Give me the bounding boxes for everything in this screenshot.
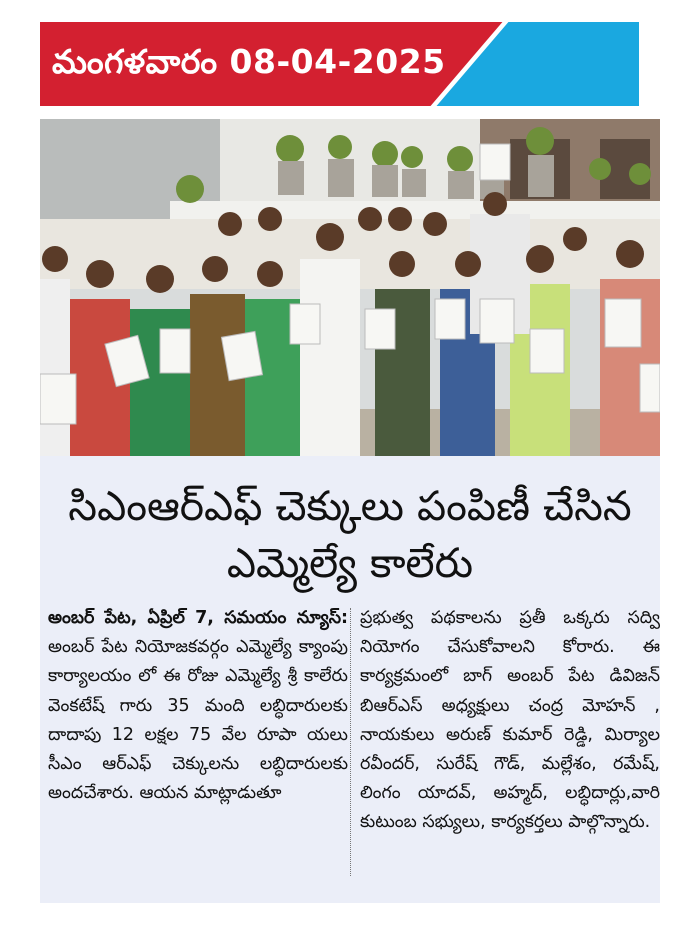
column-divider [350,608,351,876]
article-column-right [360,604,660,838]
headline-line-1: సిఎంఆర్ఎఫ్ చెక్కులు పంపిణీ చేసిన [68,482,632,530]
banner-date-text: మంగళవారం 08-04-2025 [52,42,446,81]
group-photo-image [40,119,660,456]
article-headline [40,478,660,592]
news-photo [40,119,660,456]
headline-line-2: ఎమ్మెల్యే కాలేరు [226,539,474,587]
article-left-body: అంబర్ పేట నియోజకవర్గం ఎమ్మెల్యే క్యాంపు కార్యాలయం లో ఈ రోజు ఎమ్మెల్యే శ్రీ కాలేరు వెంకటేష్ గారు 35 మంది లబ్ధిదారులకు దాదాపు 12 లక్షల 75 వేల రూపా యలు సీఎం ఆర్ఎఫ్ చెక్కులను లబ్ధిదారులకు అందచేశారు. ఆయన మాట్లాడుతూ [48,637,348,804]
article-dateline: అంబర్ పేట, ఏప్రిల్ 7, సమయం న్యూస్: [48,608,348,628]
article-right-body: ప్రభుత్వ పథకాలను ప్రతీ ఒక్కరు సద్వి నియోగం చేసుకోవాలని కోరారు. ఈ కార్యక్రమంలో బాగ్ అంబర్ పేట డివిజన్ బిఆర్ఎస్ అధ్యక్షులు చంద్ర మోహన్ , నాయకులు అరుణ్ కుమార్ రెడ్డి, మిర్యాల రవీందర్, సురేష్ గౌడ్, మల్లేశం, రమేష్, లింగం యాదవ్, అహ్మద్, లబ్ధిదార్లు,వారి కుటుంబ సభ్యులు, కార్యకర్తలు పాల్గొన్నారు. [360,608,660,833]
article-panel [40,456,660,903]
article-column-left [48,604,348,808]
date-banner [40,22,639,106]
